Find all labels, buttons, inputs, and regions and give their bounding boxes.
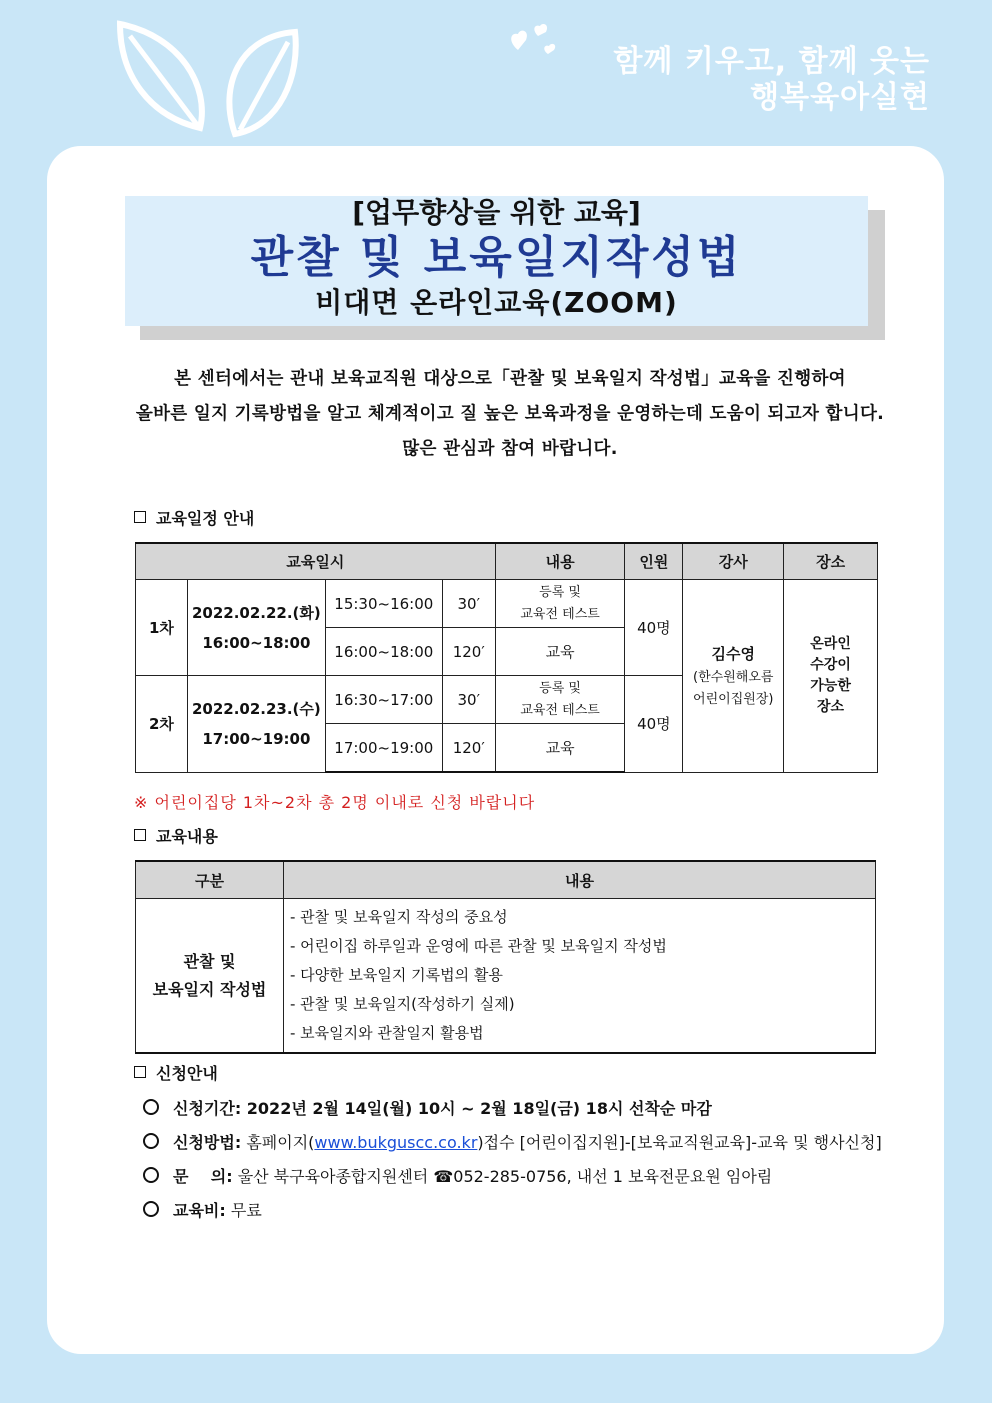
header-place: 장소 [784,543,878,580]
instructor-cell [683,580,784,773]
intro-line2: 올바른 일지 기록방법을 알고 체계적이고 질 높은 보육과정을 운영하는데 도움이 되고자 합니다. [135,404,885,424]
content-table [135,860,876,1054]
title-box [125,196,868,326]
circle-bullet-icon [143,1099,159,1115]
apply-method-pre: 홈페이지( [246,1133,315,1152]
apply-heading-text: 신청안내 [156,1064,218,1083]
round-cell: 1차 [136,580,188,676]
apply-contact-label: 문 의: [173,1167,233,1186]
apply-fee-label: 교육비: [173,1201,226,1220]
apply-contact-text: 울산 북구육아종합지원센터 ☎052-285-0756, 내선 1 보육전문요원 임아림 [237,1167,773,1186]
duration-cell: 30′ [442,580,495,628]
time-cell: 17:00~19:00 [325,724,442,773]
list-item: - 보육일지와 관찰일지 활용법 [290,1024,484,1042]
instructor-affil1: (한수원해오름 [693,669,774,685]
date-cell [187,676,325,773]
header-content: 내용 [284,861,876,899]
header-category: 구분 [136,861,284,899]
duration-cell: 120′ [442,628,495,676]
list-item: - 어린이집 하루일과 운영에 따른 관찰 및 보육일지 작성법 [290,937,667,955]
circle-bullet-icon [143,1133,159,1149]
table-row [136,580,878,628]
content-items-cell [284,899,876,1054]
content-cell: 등록 및 교육전 테스트 [495,676,625,724]
circle-bullet-icon [143,1167,159,1183]
intro-line1: 본 센터에서는 관내 보육교직원 대상으로「관찰 및 보육일지 작성법」교육을 진행하여 [174,369,846,389]
intro-text [120,362,900,467]
session-time: 17:00~19:00 [202,729,311,748]
header-people: 인원 [625,543,683,580]
schedule-table [135,542,878,773]
table-header-row [136,543,878,580]
slogan-line1: 함께 키우고, 함께 웃는 [613,44,930,79]
people-cell: 40명 [625,580,683,676]
apply-method [143,1130,882,1153]
apply-fee [143,1198,262,1221]
circle-bullet-icon [143,1201,159,1217]
schedule-heading-text: 교육일정 안내 [156,509,255,528]
content-cell: 교육 [495,724,625,773]
content-cell: 교육 [495,628,625,676]
header-instructor: 강사 [683,543,784,580]
table-header-row [136,861,876,899]
list-item: - 관찰 및 보육일지 작성의 중요성 [290,908,508,926]
application-note: ※ 어린이집당 1차~2차 총 2명 이내로 신청 바랍니다 [134,793,536,812]
table-row [136,899,876,1054]
list-item: - 관찰 및 보육일지(작성하기 실제) [290,995,515,1013]
instructor-name: 김수영 [711,644,755,663]
slogan [613,44,930,116]
apply-fee-text: 무료 [230,1201,262,1220]
session-date: 2022.02.22.(화) [191,603,321,622]
title-line3: 비대면 온라인교육(ZOOM) [315,286,678,319]
header-content: 내용 [495,543,625,580]
category-cell [136,899,284,1054]
time-cell: 16:00~18:00 [325,628,442,676]
category-line1: 관찰 및 [183,951,236,971]
duration-cell: 120′ [442,724,495,773]
content-cell: 등록 및 교육전 테스트 [495,580,625,628]
apply-method-post: )접수 [어린이집지원]-[보육교직원교육]-교육 및 행사신청] [477,1133,882,1152]
hearts-icon [508,22,568,62]
session-time: 16:00~18:00 [202,633,311,652]
apply-period [143,1096,712,1119]
slogan-line2: 행복육아실현 [750,80,930,115]
list-item: - 다양한 보육일지 기록법의 활용 [290,966,503,984]
apply-period-text: 신청기간: 2022년 2월 14일(월) 10시 ~ 2월 18일(금) 18시 선착순 마감 [173,1099,712,1118]
title-line1: [업무향상을 위한 교육] [352,196,641,229]
content-heading [134,824,218,847]
content-heading-text: 교육내용 [156,827,218,846]
apply-method-label: 신청방법: [173,1133,242,1152]
session-date: 2022.02.23.(수) [191,699,321,718]
instructor-affil2: 어린이집원장) [693,691,774,707]
checkbox-square-icon [134,1066,146,1078]
leaf-illustration [110,16,310,146]
place-cell: 온라인 수강이 가능한 장소 [784,580,878,773]
people-cell: 40명 [625,676,683,773]
title-main: 관찰 및 보육일지작성법 [250,232,743,283]
checkbox-square-icon [134,829,146,841]
time-cell: 15:30~16:00 [325,580,442,628]
header-datetime: 교육일시 [136,543,496,580]
intro-line3: 많은 관심과 참여 바랍니다. [402,439,618,459]
homepage-link[interactable]: www.bukguscc.co.kr [314,1133,478,1152]
duration-cell: 30′ [442,676,495,724]
apply-contact [143,1164,772,1187]
round-cell: 2차 [136,676,188,773]
date-cell [187,580,325,676]
checkbox-square-icon [134,511,146,523]
time-cell: 16:30~17:00 [325,676,442,724]
apply-heading [134,1061,218,1084]
schedule-heading [134,506,254,529]
category-line2: 보육일지 작성법 [152,979,267,999]
